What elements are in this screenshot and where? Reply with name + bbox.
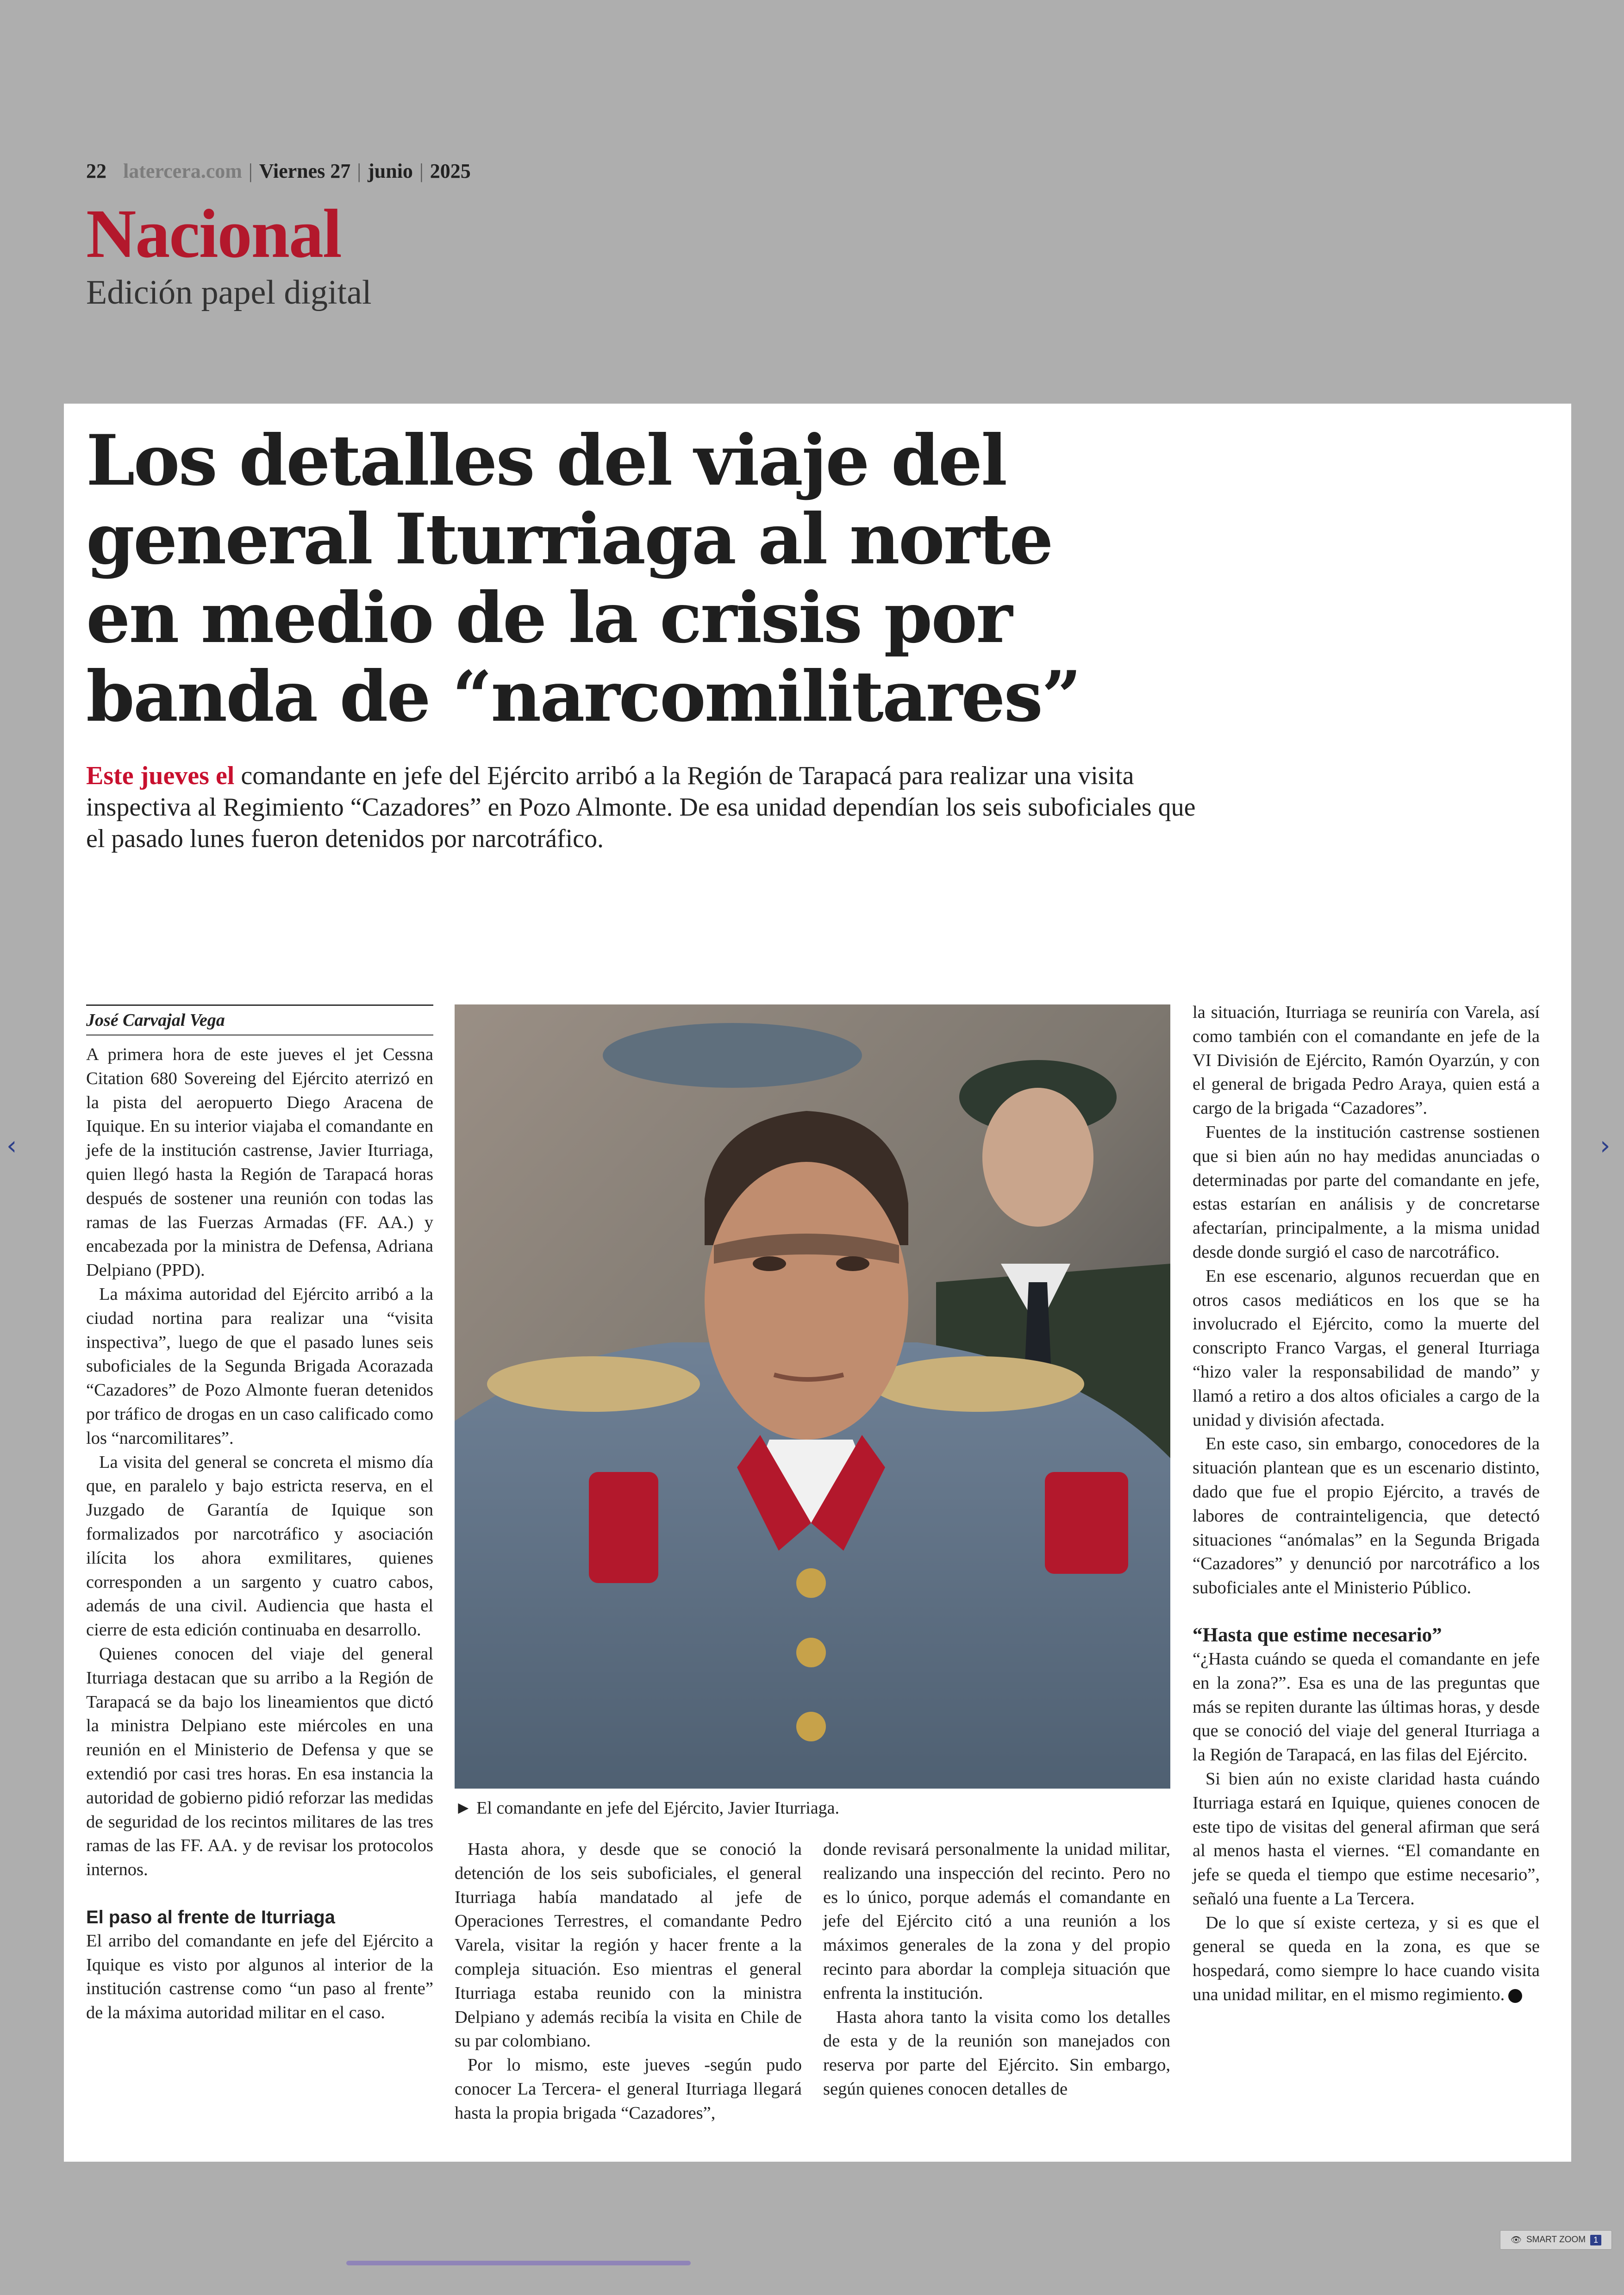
horizontal-scrollbar[interactable] bbox=[346, 2261, 691, 2265]
caption-text: El comandante en jefe del Ejército, Javier Iturriaga. bbox=[476, 1798, 840, 1818]
chevron-right-icon[interactable]: › bbox=[1600, 1131, 1611, 1161]
site-name: latercera.com bbox=[123, 160, 242, 182]
paragraph: Quienes conocen del viaje del general Iturriaga destacan que su arribo a la Región de Tarapacá se da bajo los lineamientos que dictó la ministra Delpiano este miércoles en una reunión en el Ministerio de Defensa y que se extendió por casi tres horas. En esa instancia la autoridad de gobierno pidió reforzar las medidas de seguridad de los recintos militares de las tres ramas de las FF. AA. y de revisar los protocolos internos. bbox=[86, 1644, 433, 1880]
date-day: Viernes 27 bbox=[259, 160, 351, 182]
article-photo bbox=[455, 1004, 1170, 1789]
paragraph: “¿Hasta cuándo se queda el comandante en jefe en la zona?”. Esa es una de las preguntas que más se repiten durante las últimas horas, y desde que se conoció del viaje del general Iturriaga a la Región de Tarapacá, en las filas del Ejército. bbox=[1193, 1649, 1540, 1765]
date-month: junio bbox=[368, 160, 413, 182]
article-column-1 bbox=[86, 1004, 433, 2025]
date-year: 2025 bbox=[430, 160, 471, 182]
caption-arrow-icon: ► bbox=[455, 1798, 477, 1818]
chevron-left-icon[interactable]: ‹ bbox=[6, 1131, 17, 1161]
paragraph: En ese escenario, algunos recuerdan que en otros casos mediáticos en los que se ha involucrado el Ejército, como la muerte del conscripto Franco Vargas, el general Iturriaga “hizo valer la responsabilidad de mando” y llamó a retiro a dos altos oficiales a cargo de la unidad y división afectada. bbox=[1193, 1266, 1540, 1430]
photo-illustration bbox=[455, 1004, 1170, 1789]
paragraph: La máxima autoridad del Ejército arribó a la ciudad nortina para realizar una “visita inspectiva”, luego de que el pasado lunes seis suboficiales de la Segunda Brigada Acorazada “Cazadores” de Pozo Almonte fueran detenidos por tráfico de drogas en un caso calificado como los “narcomilitares”. bbox=[86, 1284, 433, 1448]
subhead: “Hasta que estime necesario” bbox=[1193, 1624, 1442, 1646]
paragraph bbox=[1193, 1911, 1540, 2007]
deck-text: comandante en jefe del Ejército arribó a la Región de Tarapacá para realizar una visita inspectiva al Regimiento “Cazadores” en Pozo Almonte. De esa unidad dependían los seis suboficiales que el pasado lunes fueron detenidos por narcotráfico. bbox=[86, 761, 1196, 853]
page-header bbox=[86, 159, 471, 183]
separator: | bbox=[419, 160, 424, 182]
paragraph: La visita del general se concreta el mismo día que, en paralelo y bajo estricta reserva, en el Juzgado de Garantía de Iquique son formalizados por narcotráfico y asociación ilícita los ahora exmilitares, quienes corresponden a un sargento y cuatro cabos, además de una civil. Audiencia que hasta el cierre de esta edición continuaba en desarrollo. bbox=[86, 1452, 433, 1640]
photo-caption bbox=[455, 1798, 1170, 1818]
paragraph-text: De lo que sí existe certeza, y si es que el general se queda en la zona, es que se hospedará, como siempre lo hace cuando visita una unidad militar, en el mismo regimiento. bbox=[1193, 1913, 1540, 2005]
article-headline: Los detalles del viaje del general Iturriaga al norte en medio de la crisis por banda de “narcomilitares” bbox=[86, 420, 1081, 737]
article-deck bbox=[86, 760, 1197, 854]
paragraph: El arribo del comandante en jefe del Ejército a Iquique es visto por algunos al interior de la institución castrense como “un paso al frente” de la máxima autoridad militar en el caso. bbox=[86, 1931, 433, 2023]
paragraph: donde revisará personalmente la unidad militar, realizando una inspección del recinto. Pero no es lo único, porque además el comandante en jefe del Ejército citó a una reunión a los máximos generales de la zona y del propio recinto para abordar la compleja situación que enfrenta la institución. bbox=[823, 1840, 1170, 2003]
zoom-label: SMART ZOOM bbox=[1526, 2235, 1586, 2245]
paragraph: Hasta ahora, y desde que se conoció la detención de los seis suboficiales, el general Iturriaga había mandatado al jefe de Operaciones Terrestres, el comandante Pedro Varela, visitar la región y hacer frente a la compleja situación. Eso mientras el general Iturriaga estaba reunido con la ministra Delpiano y además recibía la visita en Chile de su par colombiano. bbox=[455, 1840, 802, 2051]
article-column-4 bbox=[1193, 1001, 1540, 2007]
page-number: 22 bbox=[86, 160, 106, 182]
paragraph: A primera hora de este jueves el jet Cessna Citation 680 Sovereing del Ejército aterrizó en la pista del aeropuerto Diego Aracena de Iquique. En su interior viajaba el comandante en jefe de la institución castrense, Javier Iturriaga, quien llegó hasta la Región de Tarapacá horas después de sostener una reunión con todas las ramas de las Fuerzas Armadas (FF. AA.) y encabezada por la ministra de Defensa, Adriana Delpiano (PPD). bbox=[86, 1045, 433, 1280]
eye-icon: 👁 bbox=[1510, 2235, 1522, 2245]
section-title: Nacional bbox=[86, 195, 341, 272]
article-column-2 bbox=[455, 1838, 802, 2126]
edition-label: Edición papel digital bbox=[86, 274, 372, 312]
smart-zoom-button[interactable] bbox=[1500, 2230, 1612, 2250]
paragraph: Fuentes de la institución castrense sostienen que si bien aún no hay medidas anunciadas o determinadas por parte del comandante en jefe, estas estarían en análisis y de concretarse afectarían, principalmente, a la misma unidad desde donde surgió el caso de narcotráfico. bbox=[1193, 1122, 1540, 1262]
zoom-badge: 1 bbox=[1590, 2235, 1601, 2245]
byline: José Carvajal Vega bbox=[86, 1004, 433, 1035]
separator: | bbox=[248, 160, 253, 182]
paragraph: En este caso, sin embargo, conocedores de la situación plantean que es un escenario distinto, dado que fue el propio Ejército, a través de labores de contrainteligencia, que detectó situaciones “anómalas” en la Segunda Brigada “Cazadores” y denunció por narcotráfico a los suboficiales ante el Ministerio Público. bbox=[1193, 1434, 1540, 1598]
article-column-3 bbox=[823, 1838, 1170, 2102]
paragraph: Si bien aún no existe claridad hasta cuándo Iturriaga estará en Iquique, quienes conocen de este tipo de visitas del general afirman que será al menos hasta el viernes. “El comandante en jefe se queda el tiempo que estime necesario”, señaló una fuente a La Tercera. bbox=[1193, 1769, 1540, 1908]
paragraph: Por lo mismo, este jueves -según pudo conocer La Tercera- el general Iturriaga llegará hasta la propia brigada “Cazadores”, bbox=[455, 2055, 802, 2123]
end-mark-icon bbox=[1508, 1989, 1522, 2003]
paragraph: Hasta ahora tanto la visita como los detalles de esta y de la reunión son manejados con reserva por parte del Ejército. Sin embargo, según quienes conocen detalles de bbox=[823, 2007, 1170, 2099]
subhead: El paso al frente de Iturriaga bbox=[86, 1907, 335, 1927]
newspaper-page bbox=[64, 404, 1571, 2162]
separator: | bbox=[357, 160, 362, 182]
paragraph: la situación, Iturriaga se reuniría con Varela, así como también con el comandante en jefe de la VI División de Ejército, Ramón Oyarzún, y con el general de brigada Pedro Araya, quien está a cargo de la brigada “Cazadores”. bbox=[1193, 1003, 1540, 1118]
deck-lead: Este jueves el bbox=[86, 761, 235, 790]
